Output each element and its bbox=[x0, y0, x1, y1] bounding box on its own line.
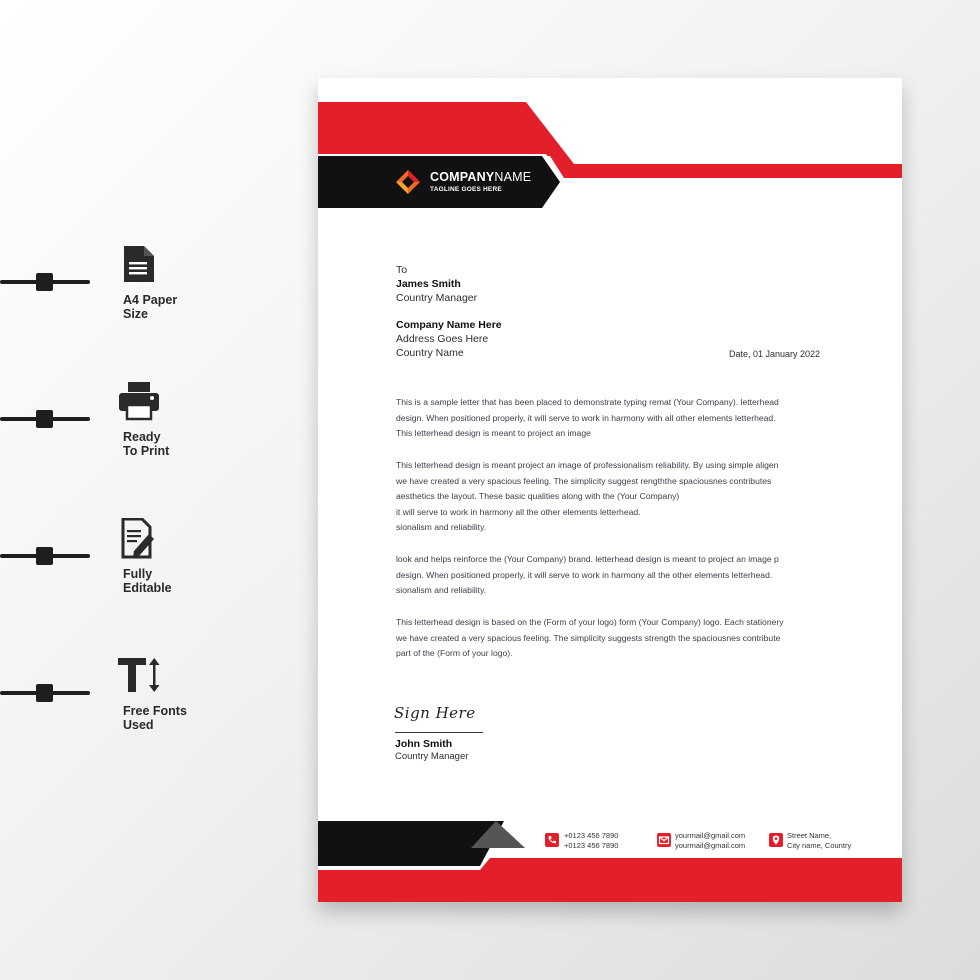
signer-block: John Smith Country Manager bbox=[395, 738, 469, 762]
feature-label: Ready To Print bbox=[123, 430, 170, 458]
recipient-block: To James Smith Country Manager bbox=[396, 264, 478, 304]
feature-free-fonts bbox=[0, 655, 260, 755]
sender-block: Company Name Here Address Goes Here Country Name bbox=[396, 319, 502, 359]
printer-icon bbox=[118, 381, 162, 425]
company-brand bbox=[430, 170, 531, 193]
feature-label: Fully Editable bbox=[123, 567, 172, 595]
body-paragraph-1: This is a sample letter that has been placed to demonstrate typing remat (Your Company). letterhead design. When positioned properly, it will serve to work in harmony with all other elements letterhead. This letterhead design is meant to project an image bbox=[396, 397, 779, 439]
feature-a4-size bbox=[0, 244, 260, 344]
signature-line bbox=[395, 732, 483, 733]
company-name-logo: COMPANYNAME bbox=[430, 170, 532, 184]
letter-date: Date, 01 January 2022 bbox=[729, 349, 821, 359]
tagline: TAGLINE GOES HERE bbox=[430, 186, 502, 193]
body-paragraph-3: look and helps reinforce the (Your Company) brand. letterhead design is meant to project an image p design. When positioned properly, it will serve to work in harmony all the other elements letterhead. sionalism and reliability. bbox=[396, 554, 779, 596]
connector-knob bbox=[36, 410, 53, 428]
connector-knob bbox=[36, 684, 53, 702]
connector-knob bbox=[36, 273, 53, 291]
letterhead-page bbox=[318, 78, 902, 902]
text-size-icon bbox=[118, 655, 162, 699]
body-paragraph-2: This letterhead design is meant project an image of professionalism reliability. By using simple aligen we have created a very spacious feeling. The simplicity suggest rengththe spaciousnes contributes aesthetics the layout. These basic qualities along with the (Your Company) it will serve to work in harmony all the other elements letterhead. sionalism and reliability. bbox=[396, 460, 779, 533]
body-paragraph-4: This letterhead design is based on the (Form of your logo) form (Your Company) logo. Each stationery we have created a very spacious feeling. The simplicity suggests strength the spaciousnes contribute part of the (Form of your logo). bbox=[396, 617, 784, 659]
connector-knob bbox=[36, 547, 53, 565]
edit-document-icon bbox=[118, 518, 162, 562]
location-pin-icon bbox=[769, 833, 783, 847]
handwritten-signature: Sign Here bbox=[394, 704, 476, 722]
phone-icon bbox=[545, 833, 559, 847]
document-icon bbox=[118, 244, 162, 288]
feature-ready-to-print bbox=[0, 381, 260, 481]
email-icon bbox=[657, 833, 671, 847]
company-logo-icon bbox=[395, 169, 421, 195]
email-addresses: yourmail@gmail.com yourmail@gmail.com bbox=[675, 831, 746, 850]
feature-fully-editable bbox=[0, 518, 260, 618]
street-address: Street Name, City name, Country bbox=[787, 831, 852, 850]
phone-numbers: +0123 456 7890 +0123 456 7890 bbox=[564, 831, 619, 850]
feature-label: Free Fonts Used bbox=[123, 704, 187, 732]
feature-label: A4 Paper Size bbox=[123, 293, 178, 321]
